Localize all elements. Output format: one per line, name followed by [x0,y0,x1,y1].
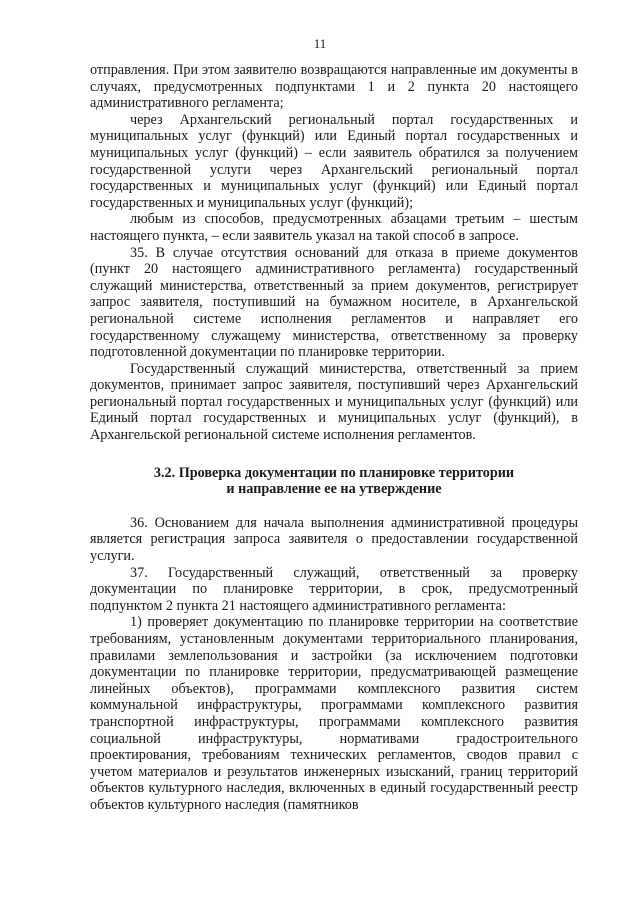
paragraph-continuation: отправления. При этом заявителю возвращаются направленные им документы в случаях, предусмотренных подпунктами 1 и 2 пункта 20 настоящего административного регламента; [90,62,578,112]
paragraph-portal-method: через Архангельский региональный портал государственных и муниципальных услуг (функций) или Единый портал государственных и муниципальных услуг (функций) – если заявитель обратился за получением государственной услуги через Архангельский региональный портал государственных и муниципальных услуг (функций) или Единый портал государственных и муниципальных услуг (функций); [90,111,578,211]
section-heading-line-2: и направление ее на утверждение [226,481,442,498]
paragraph-item-35: 35. В случае отсутствия оснований для отказа в приеме документов (пункт 20 настоящего административного регламента) государственный служащий министерства, ответственный за прием документов, регистрирует запрос заявителя, поступивший на бумажном носителе, в Архангельской региональной системе исполнения регламентов и направляет его государственному служащему министерства, ответственному за проверку подготовленной документации по планировке территории. [90,244,578,361]
section-heading-line-1: 3.2. Проверка документации по планировке территории [153,464,515,481]
paragraph-item-36: 36. Основанием для начала выполнения административной процедуры является регистрация запроса заявителя о предоставлении государственной услуги. [90,514,578,565]
page-number: 11 [313,36,327,51]
paragraph-any-method: любым из способов, предусмотренных абзацами третьим – шестым настоящего пункта, – если заявитель указал на такой способ в запросе. [90,211,578,244]
paragraph-item-37: 37. Государственный служащий, ответственный за проверку документации по планировке территории, в срок, предусмотренный подпунктом 2 пункта 21 настоящего административного регламента: [90,564,578,614]
paragraph-electronic-request: Государственный служащий министерства, ответственный за прием документов, принимает запрос заявителя, поступивший через Архангельский региональный портал государственных и муниципальных услуг (функций) или Единый портал государственных и муниципальных услуг (функций), в Архангельской региональной системе исполнения регламентов. [90,360,578,444]
paragraph-subitem-1: 1) проверяет документацию по планировке территории на соответствие требованиям, установленным документами территориального планирования, правилами землепользования и застройки (за исключением подготовки документации по планировке территории, предусматривающей размещение линейных объектов), программами комплексного развития систем коммунальной инфраструктуры, программами комплексного развития транспортной инфраструктуры, программами комплексного развития социальной инфраструктуры, нормативами градостроительного проектирования, требованиям технических регламентов, сводов правил с учетом материалов и результатов инженерных изысканий, границ территорий объектов культурного наследия, включенных в единый государственный реестр объектов культурного наследия (памятников [90,614,578,813]
document-body [90,62,578,814]
